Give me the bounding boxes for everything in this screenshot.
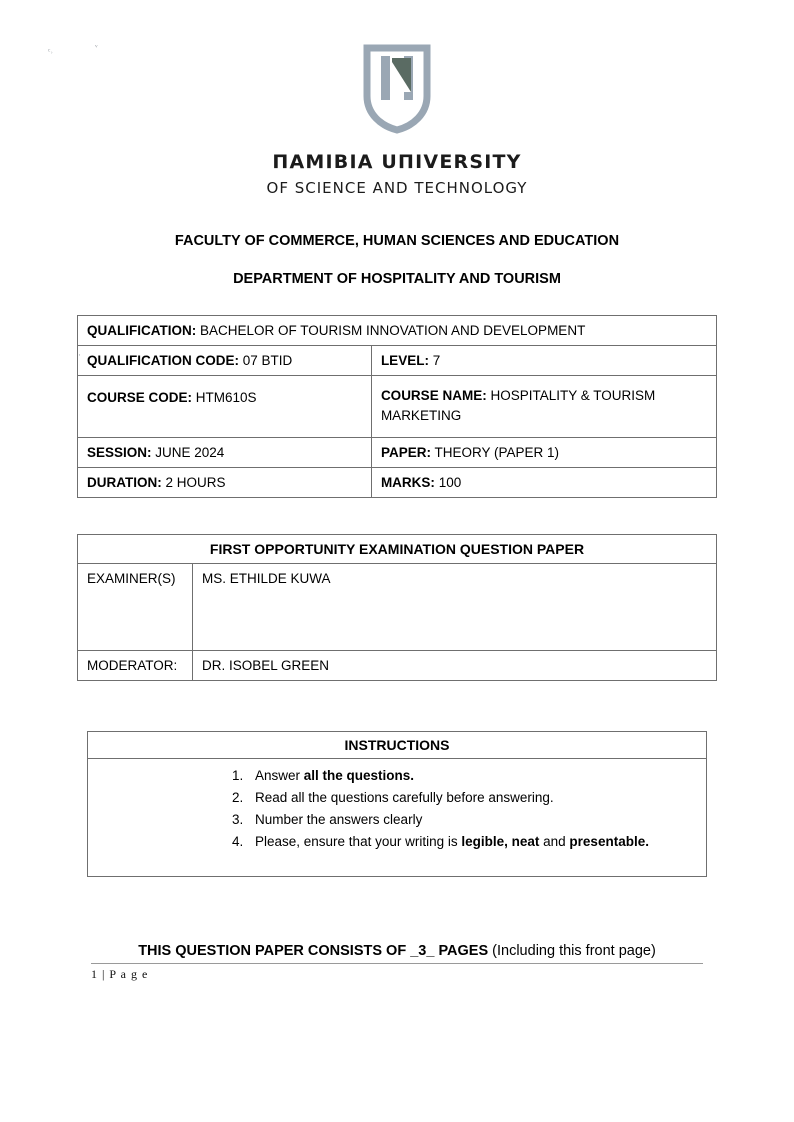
table-row [78, 534, 717, 563]
course-name-cell [371, 376, 716, 438]
session-label: SESSION: [87, 444, 152, 460]
scan-speck: ᵛ [95, 42, 98, 52]
level-value: 7 [432, 353, 441, 368]
marks-cell [371, 467, 716, 497]
course-code-label: COURSE CODE: [87, 390, 193, 405]
qualification-cell [78, 316, 717, 346]
table-row [78, 467, 717, 497]
paper-cell [371, 437, 716, 467]
qualification-label: QUALIFICATION: [87, 323, 197, 338]
table-row [88, 758, 707, 876]
qualification-code-label: QUALIFICATION CODE: [87, 353, 239, 368]
qualification-value: BACHELOR OF TOURISM INNOVATION AND DEVELOPMENT [200, 323, 586, 338]
moderator-label: MODERATOR: [78, 650, 193, 680]
table-row [78, 563, 717, 650]
instructions-header: INSTRUCTIONS [88, 731, 707, 758]
level-label: LEVEL: [380, 353, 429, 368]
list-item: 4. Please, ensure that your writing is legible, neat and presentable. [247, 831, 697, 853]
marks-label: MARKS: [380, 474, 435, 490]
list-item: 2. Read all the questions carefully before answering. [247, 787, 697, 809]
course-code-cell [78, 376, 372, 438]
course-code-value: HTM610S [195, 390, 257, 405]
examination-paper-header: FIRST OPPORTUNITY EXAMINATION QUESTION PAPER [78, 534, 717, 563]
paper-value: THEORY (PAPER 1) [434, 444, 560, 460]
instructions-body [88, 758, 707, 876]
examiners-value: MS. ETHILDE KUWA [193, 563, 717, 650]
department-heading: DEPARTMENT OF HOSPITALITY AND TOURISM [233, 271, 561, 287]
page-count-parenthetical: (Including this front page) [488, 942, 656, 959]
faculty-heading: FACULTY OF COMMERCE, HUMAN SCIENCES AND EDUCATION [174, 233, 620, 249]
table-row [78, 376, 717, 438]
qualification-table [77, 315, 717, 498]
marks-value: 100 [438, 474, 462, 490]
level-cell [371, 346, 716, 376]
table-row [78, 346, 717, 376]
list-item: 1. Answer all the questions. [247, 765, 697, 787]
table-row [78, 437, 717, 467]
table-row [78, 650, 717, 680]
page-count-note [0, 943, 794, 959]
instructions-list [97, 765, 697, 854]
page-count-text: THIS QUESTION PAPER CONSISTS OF _3_ PAGES [138, 942, 489, 959]
list-item: 3. Number the answers clearly [247, 809, 697, 831]
course-name-value: HOSPITALITY & TOURISM MARKETING [380, 388, 656, 424]
nust-shield-logo-icon [351, 42, 443, 134]
paper-label: PAPER: [380, 444, 431, 460]
qualification-code-cell [78, 346, 372, 376]
scan-speck: · [78, 350, 81, 360]
institution-logo-container [0, 0, 794, 139]
examiners-label: EXAMINER(S) [78, 563, 193, 650]
qualification-code-value: 07 BTID [242, 353, 293, 368]
instructions-table [87, 731, 707, 877]
scan-speck: ᶜ˒ [48, 46, 54, 56]
moderator-value: DR. ISOBEL GREEN [193, 650, 717, 680]
examiner-table [77, 534, 717, 681]
duration-value: 2 HOURS [165, 474, 226, 490]
page-number: 1 | P a g e [91, 966, 149, 981]
table-row [78, 316, 717, 346]
footer-divider [91, 963, 703, 964]
duration-cell [78, 467, 372, 497]
course-name-label: COURSE NAME: [380, 388, 487, 403]
session-value: JUNE 2024 [155, 444, 225, 460]
institution-name: ΠΑΜΙΒΙΑ UΠIVERSITY [272, 151, 522, 173]
institution-subtitle: OF SCIENCE AND TECHNOLOGY [266, 179, 528, 197]
table-row [88, 731, 707, 758]
duration-label: DURATION: [87, 474, 162, 490]
session-cell [78, 437, 372, 467]
